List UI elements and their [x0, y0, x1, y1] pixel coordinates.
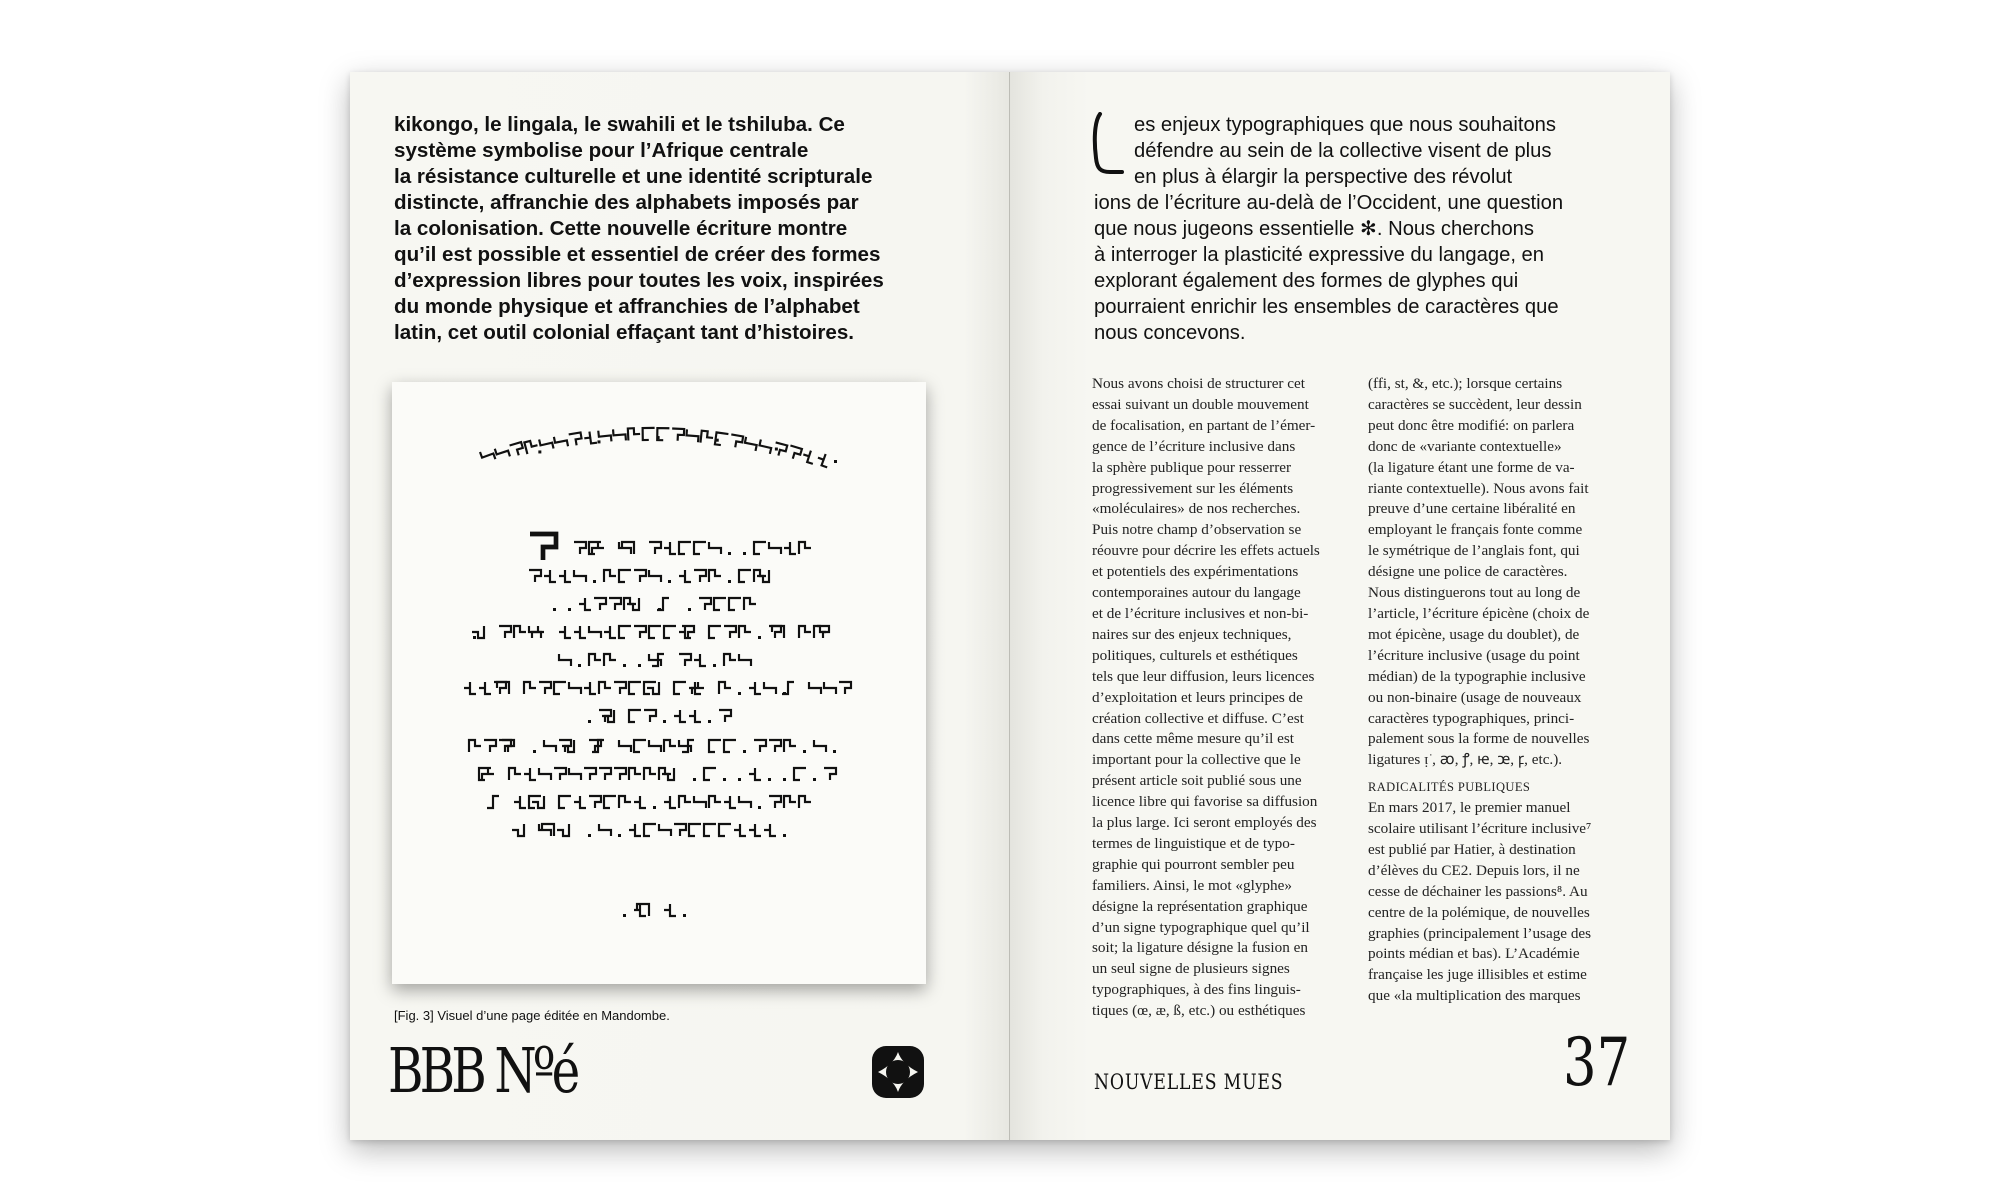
text-line: réouvre pour décrire les effets actuels [1092, 542, 1320, 560]
body-column-1 [1092, 374, 1354, 1022]
body-column-2 [1368, 374, 1630, 1007]
text-line: scolaire utilisant l’écriture inclusive⁷ [1368, 820, 1592, 838]
text-line: termes de linguistique et de typo- [1092, 834, 1295, 852]
text-line: Puis notre champ d’observation se [1092, 521, 1302, 539]
text-line: distincte, affranchie des alphabets imposés par [394, 191, 859, 214]
text-line: le symétrique de l’anglais font, qui [1368, 542, 1580, 560]
text-line: kikongo, le lingala, le swahili et le tshiluba. Ce [394, 113, 845, 136]
text-line: l’article, l’écriture épicène (choix de [1368, 604, 1590, 622]
text-line: centre de la polémique, de nouvelles [1368, 903, 1590, 921]
text-line: points médian et bas). L’Académie [1368, 945, 1580, 963]
magazine-logo: BBB Nºé [388, 1034, 577, 1107]
left-page [350, 72, 1010, 1140]
text-line: familiers. Ainsi, le mot «glyphe» [1092, 876, 1292, 894]
text-line: d’exploitation et leurs principes de [1092, 688, 1303, 706]
text-line: qu’il est possible et essentiel de créer des formes [394, 243, 881, 266]
text-line: caractères typographiques, princi- [1368, 709, 1575, 727]
text-line: ions de l’écriture au-delà de l’Occident, une question [1094, 192, 1564, 214]
text-line: tels que leur diffusion, leurs licences [1092, 667, 1315, 685]
text-line: en plus à élargir la perspective des révolut [1134, 166, 1513, 188]
text-line: présent article soit publié sous une [1092, 772, 1302, 790]
text-line: explorant également des formes de glyphes qui [1094, 270, 1519, 292]
text-line: En mars 2017, le premier manuel [1368, 799, 1571, 817]
text-line: employant le français fonte comme [1368, 521, 1583, 539]
text-line: progressivement sur les éléments [1092, 479, 1294, 497]
text-line: l’écriture inclusive (usage du point [1368, 646, 1580, 664]
mandombe-figure [392, 382, 926, 984]
text-line: (ffi, st, &, etc.); lorsque certains [1368, 375, 1563, 392]
text-line: du monde physique et affranchies de l’alphabet [394, 295, 860, 318]
text-line: à interroger la plasticité expressive du langage, en [1094, 244, 1544, 266]
text-line: ou non-binaire (usage de nouveaux [1368, 688, 1582, 706]
section-heading: RADICALITÉS PUBLIQUES [1368, 780, 1531, 795]
text-line: donc de «variante contextuelle» [1368, 437, 1562, 455]
figure-caption: [Fig. 3] Visuel d’une page éditée en Mandombe. [394, 1008, 670, 1023]
text-line: important pour la collective que le [1092, 751, 1301, 769]
page-number: 37 [1563, 1024, 1631, 1101]
text-line: que «la multiplication des marques [1368, 987, 1581, 1005]
text-line: nous concevons. [1094, 322, 1246, 344]
text-line: Nous avons choisi de structurer cet [1092, 375, 1305, 392]
drop-cap [1090, 112, 1124, 181]
text-line: riante contextuelle). Nous avons fait [1368, 479, 1589, 497]
text-line: de focalisation, en partant de l’émer- [1092, 416, 1316, 434]
text-line: Nous distinguerons tout au long de [1368, 584, 1581, 602]
text-line: caractères se succèdent, leur dessin [1368, 395, 1582, 413]
text-line: soit; la ligature désigne la fusion en [1092, 939, 1308, 957]
text-line: contemporaines autour du langage [1092, 584, 1301, 602]
text-line: système symbolise pour l’Afrique centrale [394, 139, 809, 162]
text-line: peut donc être modifié: on parlera [1368, 416, 1575, 434]
text-line: est publié par Hatier, à destination [1368, 840, 1576, 858]
running-footer-title: NOUVELLES MUES [1094, 1070, 1284, 1094]
mandombe-script-image [392, 382, 926, 984]
text-line: que nous jugeons essentielle ✻. Nous cherchons [1094, 218, 1535, 240]
text-line: politiques, culturels et esthétiques [1092, 646, 1298, 664]
text-line: tiques (œ, æ, ß, etc.) ou esthétiques [1092, 1002, 1306, 1020]
text-line: palement sous la forme de nouvelles [1368, 730, 1590, 748]
text-line: latin, cet outil colonial effaçant tant d’histoires. [394, 321, 854, 344]
text-line: et potentiels des expérimentations [1092, 563, 1299, 581]
text-line: cesse de déchainer les passions⁸. Au [1368, 882, 1588, 900]
text-line: ligatures ᴉ͘ , ꜵ, ꝭ, ꭡ, ꭢ, ꝼ, etc.). [1368, 751, 1563, 769]
text-line: naires sur des enjeux techniques, [1092, 625, 1292, 643]
text-line: (la ligature étant une forme de va- [1368, 458, 1575, 476]
text-line: graphie qui pourront sembler peu [1092, 855, 1295, 873]
text-line: française les juge illisibles et estime [1368, 966, 1587, 984]
text-line: la sphère publique pour resserrer [1092, 458, 1292, 476]
text-line: mot épicène, usage du doublet), de [1368, 625, 1580, 643]
text-line: création collective et diffuse. C’est [1092, 709, 1304, 727]
text-line: pourraient enrichir les ensembles de caractères que [1094, 296, 1559, 318]
text-line: désigne une police de caractères. [1368, 563, 1568, 581]
text-line: la plus large. Ici seront employés des [1092, 814, 1317, 832]
text-line: d’un signe typographique quel qu’il [1092, 918, 1310, 936]
text-line: «moléculaires» de nos recherches. [1092, 500, 1301, 518]
text-line: médian) de la typographie inclusive [1368, 667, 1586, 685]
text-line: défendre au sein de la collective visent de plus [1134, 140, 1552, 162]
quatrefoil-icon [870, 1044, 926, 1105]
text-line: la colonisation. Cette nouvelle écriture montre [394, 217, 848, 240]
text-line: d’expression libres pour toutes les voix, inspirées [394, 269, 884, 292]
text-line: typographiques, à des fins linguis- [1092, 981, 1301, 999]
text-line: désigne la représentation graphique [1092, 897, 1308, 915]
text-line: essai suivant un double mouvement [1092, 395, 1309, 413]
magazine-spread [350, 72, 1670, 1140]
right-page [1010, 72, 1670, 1140]
left-lead-text [394, 112, 924, 346]
text-line: es enjeux typographiques que nous souhaitons [1134, 114, 1557, 136]
text-line: licence libre qui favorise sa diffusion [1092, 793, 1318, 811]
text-line: dans cette même mesure qu’il est [1092, 730, 1295, 748]
text-line: d’élèves du CE2. Depuis lors, il ne [1368, 861, 1580, 879]
text-line: la résistance culturelle et une identité scripturale [394, 165, 873, 188]
text-line: et de l’écriture inclusives et non-bi- [1092, 604, 1309, 622]
text-line: gence de l’écriture inclusive dans [1092, 437, 1296, 455]
text-line: preuve d’une certaine libéralité en [1368, 500, 1576, 518]
text-line: un seul signe de plusieurs signes [1092, 960, 1290, 978]
text-line: graphies (principalement l’usage des [1368, 924, 1592, 942]
